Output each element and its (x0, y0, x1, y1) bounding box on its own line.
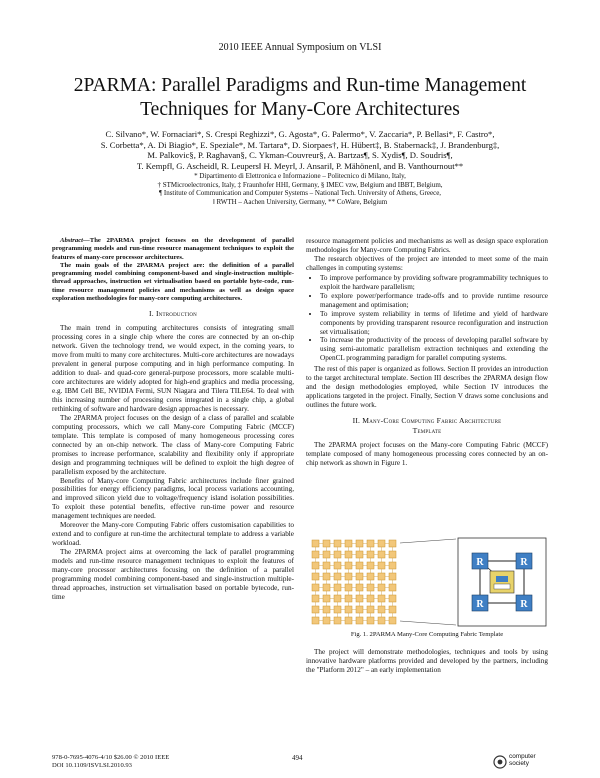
core-tile (367, 562, 374, 569)
core-tile (378, 617, 385, 624)
figure-caption: Fig. 1. 2PARMA Many-Core Computing Fabric Template (350, 631, 504, 638)
body-paragraph: The 2PARMA project focuses on the Many-core Computing Fabric (MCCF) template composed of many homogeneous processing cores connected by an on-chip network as shown in Figure 1. (306, 441, 548, 467)
body-paragraph: The project will demonstrate methodologies, techniques and tools by using innovative hardware platforms provided and developed by the partners, including the "Platform 2012" – an early implementation (306, 648, 548, 674)
list-item: • To improve system reliability in terms of lifetime and yield of hardware components by providing transparent resource reconfiguration and instruction set virtualisation; (320, 310, 548, 337)
section-heading-introduction: I. Introduction (149, 309, 197, 319)
core-tile (345, 540, 352, 547)
core-tile (323, 540, 330, 547)
left-column (52, 237, 294, 602)
core-tile (356, 573, 363, 580)
core-tile (389, 584, 396, 591)
core-tile (356, 617, 363, 624)
affiliation-line: † STMicroelectronics, Italy, ‡ Fraunhofer HHI, Germany, § IMEC vzw, Belgium and IBBT, Belgium, (157, 180, 443, 189)
core-grid (312, 540, 396, 624)
author-list (30, 129, 570, 171)
core-tile (378, 540, 385, 547)
core-tile (334, 606, 341, 613)
core-tile (389, 562, 396, 569)
core-tile (312, 551, 319, 558)
logo-text: computer society (509, 753, 536, 767)
footer-copyright (52, 754, 169, 770)
core-tile (345, 606, 352, 613)
author-line: S. Corbetta*, A. Di Biagio*, E. Speziale*, M. Tartara*, D. Siorpaes†, H. Hübert‡, B. Stabernack‡, J. Brandenburg‡, (100, 139, 500, 150)
core-tile (323, 606, 330, 613)
core-tile (323, 584, 330, 591)
paper-title (40, 74, 560, 122)
core-tile (334, 617, 341, 624)
core-tile (389, 617, 396, 624)
intro-paragraph: Benefits of Many-core Computing Fabric architectures include finer grained possibilities for energy efficiency paradigms, local process variations accounting, and improved silicon yield due to voltage/frequency island isolation possibilities. To exploit these potential benefits, effective run-time power and resource management techniques are needed. (52, 476, 294, 521)
computer-society-logo (492, 751, 550, 773)
footer-doi: DOI 10.1109/ISVLSI.2010.93 (52, 762, 132, 769)
affiliation-line: ‖ RWTH – Aachen University, Germany, ** CoWare, Belgium (212, 197, 388, 206)
zoom-line (400, 539, 456, 543)
router (472, 553, 488, 569)
core-tile (389, 595, 396, 602)
core-tile (378, 573, 385, 580)
router-label: R (520, 557, 528, 568)
core-tile (356, 551, 363, 558)
figure-mccf-template (308, 537, 548, 627)
title-line-2: Techniques for Many-Core Architectures (140, 99, 460, 120)
core-tile (389, 606, 396, 613)
core-tile (334, 573, 341, 580)
author-line: T. Kempf‖, G. Ascheid‖, R. Leupers‖ H. Meyr‖, J. Ansari‖, P. Mähönen‖, and B. Vanthournout** (136, 160, 464, 171)
core-tile (367, 584, 374, 591)
core-tile (378, 562, 385, 569)
core-tile (367, 595, 374, 602)
intro-paragraph: The 2PARMA project focuses on the design of a class of parallel and scalable computing processors, which we call Many-core Computing Fabric (MCCF) template. This template is composed of many homogeneous processing cores connected by an on-chip network. The class of Many-core Computing Fabric promises to increase performance, scalability and flexibility only if appropriate design and programming techniques will be defined to exploit the high degree of parallelism exposed by the architecture. (52, 413, 294, 476)
core-tile (378, 584, 385, 591)
zoom-line (400, 621, 456, 625)
list-item: • To explore power/performance trade-offs and to provide runtime resource management and optimisation; (320, 292, 548, 310)
core-tile (334, 595, 341, 602)
core-block (496, 576, 508, 582)
router-label: R (476, 599, 484, 610)
intro-paragraph: Moreover the Many-core Computing Fabric offers customisation capabilities to extend and to configure at run-time the architectural template to address a variable workload. (52, 521, 294, 548)
author-line: C. Silvano*, W. Fornaciari*, S. Crespi Reghizzi*, G. Agosta*, G. Palermo*, V. Zaccaria*, P. Bellasi*, F. Castro*, (105, 129, 495, 139)
core-tile (367, 573, 374, 580)
core-tile (367, 617, 374, 624)
abstract-text: —The 2PARMA project focuses on the development of parallel programming models and run-time resource management techniques to exploit the features of many-core processor architectures. (52, 237, 294, 261)
core-tile (323, 617, 330, 624)
core-tile (356, 562, 363, 569)
core-tile (312, 562, 319, 569)
core-tile (334, 540, 341, 547)
router-label: R (476, 557, 484, 568)
router (516, 595, 532, 611)
affiliation-line: ¶ Institute of Communication and Computer Systems – National Tech. University of Athens, Greece, (158, 189, 442, 198)
core-tile (356, 540, 363, 547)
core-tile (389, 573, 396, 580)
core-tile (323, 551, 330, 558)
core-tile (334, 551, 341, 558)
abstract-lead: Abstract (60, 237, 84, 244)
body-paragraph: The rest of this paper is organized as follows. Section II provides an introduction to the target architectural template. Section III describes the 2PARMA design flow and the design methodologies employed, while Section IV introduces the applications targeted in the project. Finally, Section V draws some conclusions and outlines the future work. (306, 365, 548, 410)
core-tile (323, 573, 330, 580)
core-tile (356, 595, 363, 602)
core-tile (356, 606, 363, 613)
core-tile (334, 584, 341, 591)
core-tile (389, 540, 396, 547)
core-tile (312, 606, 319, 613)
affiliation-line: * Dipartimento di Elettronica e Informazione – Politecnico di Milano, Italy, (194, 172, 406, 180)
core-tile (312, 540, 319, 547)
core-tile (378, 595, 385, 602)
core-tile (323, 562, 330, 569)
title-line-1: 2PARMA: Parallel Paradigms and Run-time Management (73, 75, 527, 96)
core-tile (389, 551, 396, 558)
objectives-list (306, 274, 548, 364)
router-label: R (520, 599, 528, 610)
core-tile (367, 606, 374, 613)
core-tile (312, 584, 319, 591)
abstract-paragraph-2: The main goals of the 2PARMA project are: the definition of a parallel programming model combining component-based and single-instruction multiple-thread approaches, instruction set virtualisation based on portable byte-code, run-time resource management policies and mechanisms as well as design space exploration methodologies for many-core computing architectures. (52, 261, 294, 303)
body-paragraph: resource management policies and mechanisms as well as design space exploration methodologies for Many-core Computing Fabrics. (306, 237, 548, 254)
list-item: • To improve performance by providing software programmability techniques to exploit the hardware parallelism; (320, 274, 548, 292)
author-line: M. Palkovic§, P. Raghavan§, C. Ykman-Couvreur§, A. Bartzas¶, S. Xydis¶, D. Soudris¶, (147, 150, 453, 160)
core-tile (312, 595, 319, 602)
symposium-header: 2010 IEEE Annual Symposium on VLSI (218, 42, 382, 53)
core-tile (345, 573, 352, 580)
core-tile (312, 617, 319, 624)
core-tile (345, 562, 352, 569)
core-tile (378, 606, 385, 613)
core-tile (378, 551, 385, 558)
list-item: • To increase the productivity of the process of developing parallel software by using semi-automatic parallelism extraction techniques and extending the OpenCL programming paradigm for parallel computing systems. (320, 336, 548, 363)
core-tile (345, 551, 352, 558)
core-tile (367, 551, 374, 558)
footer-isbn: 978-0-7695-4076-4/10 $26.00 © 2010 IEEE (52, 754, 170, 761)
affiliation-list (30, 172, 570, 206)
core-tile (367, 540, 374, 547)
zoom-connector-lines (400, 539, 456, 625)
core-tile (345, 617, 352, 624)
core-tile (334, 562, 341, 569)
core-tile (323, 595, 330, 602)
page-number: 494 (292, 754, 303, 762)
core-tile (345, 584, 352, 591)
core-memory (494, 584, 510, 589)
section-heading-architecture: II. Many-Core Computing Fabric Architecture (352, 416, 502, 426)
body-paragraph-after-figure (306, 648, 548, 675)
body-paragraph: The research objectives of the project are intended to meet some of the main challenges in computing systems: (306, 254, 548, 272)
intro-paragraph: The 2PARMA project aims at overcoming the lack of parallel programming models and run-time resource management techniques to exploit the features of many-core processor architectures focusing on the definition of a parallel programming model combining component-based and single-instruction multiple-thread approaches, instruction set virtualisation based on portable bytecode, run-time (52, 548, 294, 601)
right-column (306, 237, 548, 468)
section-heading-architecture-cont: Template (412, 426, 442, 436)
core-tile (345, 595, 352, 602)
intro-paragraph: The main trend in computing architectures consists of integrating small processing cores in a single chip where the cores are connected by an on-chip network. Given the technology trend, we would expect, in the coming years, to move from multi to many core architectures. Multi-core architectures are nowadays prevalent in general purpose computing and in high performance computing. In addition to dual- and quad-core general-purpose processors, more scalable multi-core architectures are widely adopted for high-end graphics and media processing, e.g. IBM Cell BE, NVIDIA Fermi, SUN Niagara and Tilera TILE64. To deal with this increasing number of processing cores integrated in a single chip, a global rethinking of software and hardware design approaches is necessary. (52, 324, 294, 413)
core-tile (312, 573, 319, 580)
abstract-paragraph-1 (52, 237, 294, 262)
router (472, 595, 488, 611)
router (516, 553, 532, 569)
core-tile (356, 584, 363, 591)
